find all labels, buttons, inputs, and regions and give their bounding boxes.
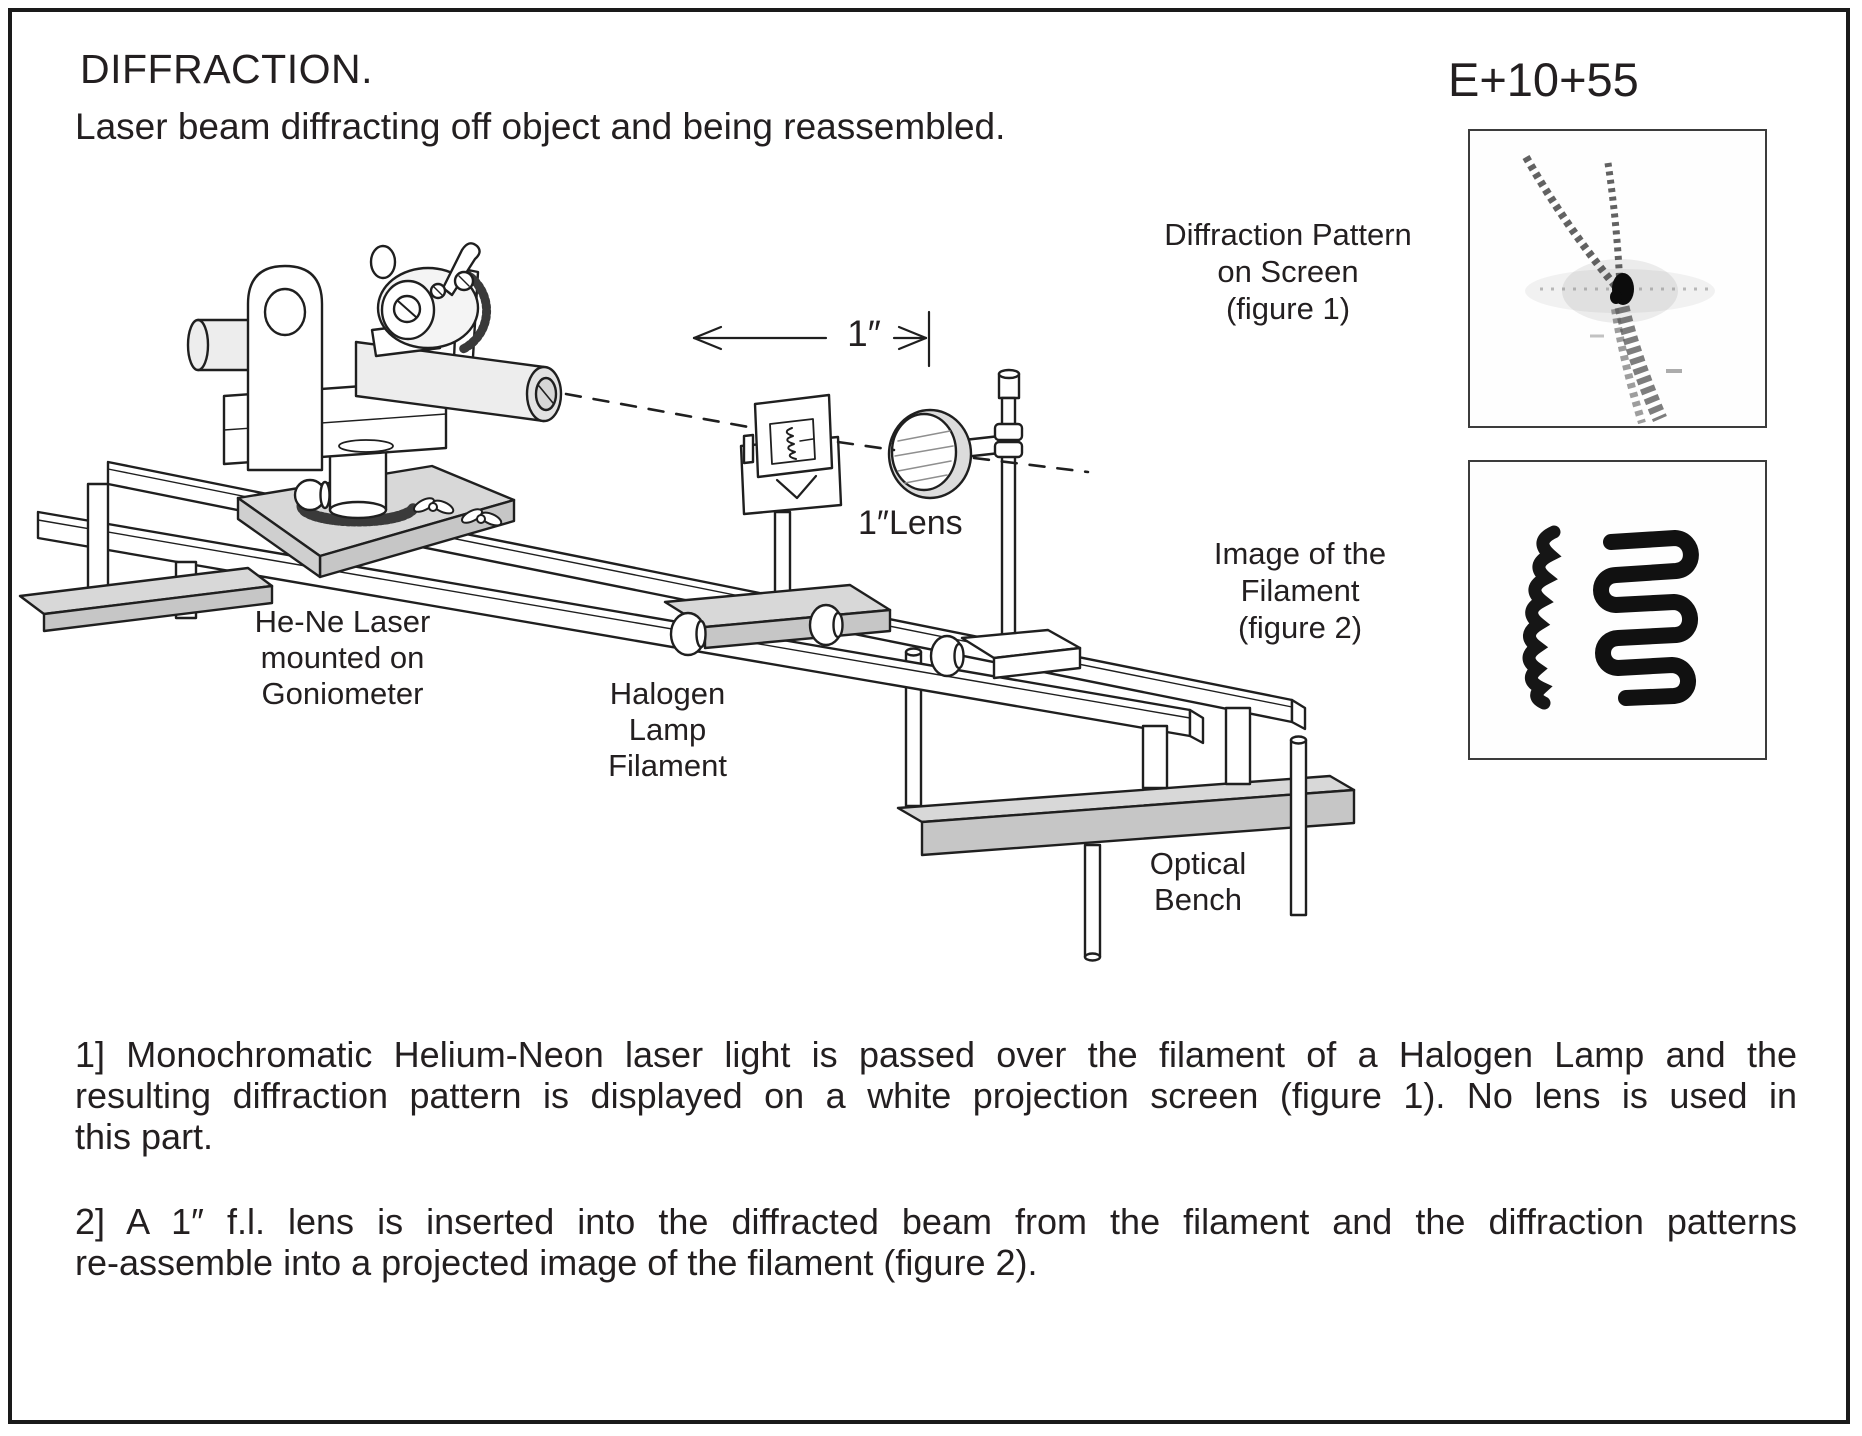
laser-label: He-Ne Laser mounted on Goniometer (254, 604, 431, 711)
bench-right-post (1143, 726, 1167, 788)
bench-left-post (88, 484, 108, 598)
bracket-hole (265, 289, 305, 335)
optical-bench-label: Optical Bench (1149, 846, 1247, 917)
lens-label: 1″Lens (858, 504, 963, 542)
lens-glass (892, 414, 956, 490)
filament-station (665, 395, 890, 655)
bench-right-post (1226, 708, 1250, 784)
halogen-lamp-label: Halogen Lamp Filament (608, 676, 727, 783)
laser-goniometer (188, 243, 561, 577)
bench-leg (1291, 740, 1306, 915)
demo-id: E+10+55 (1448, 53, 1639, 106)
figure1-caption: Diffraction Pattern on Screen (figure 1) (1164, 217, 1412, 326)
bench-leg (1085, 845, 1100, 957)
dimension-label: 1″ (847, 313, 881, 354)
figure2-caption: Image of the Filament (figure 2) (1213, 536, 1387, 645)
paragraph-1: 1] Monochromatic Helium-Neon laser light is passed over the filament of a Halogen Lamp and the resulting diffraction pattern is displayed on a white projection screen (figure 1). No lens is used in this part. (75, 1034, 1797, 1157)
figure2-filament-image (1468, 460, 1767, 760)
figure1-diffraction-pattern (1468, 129, 1767, 428)
diffraction-pattern-image (1470, 131, 1765, 426)
page-subtitle: Laser beam diffracting off object and being reassembled. (75, 106, 1006, 147)
page-title: DIFFRACTION. (80, 46, 373, 92)
paragraph-2: 2] A 1″ f.l. lens is inserted into the diffracted beam from the filament and the diffraction patterns re-assemble into a projected image of the filament (figure 2). (75, 1201, 1797, 1283)
filament-image (1470, 462, 1765, 758)
